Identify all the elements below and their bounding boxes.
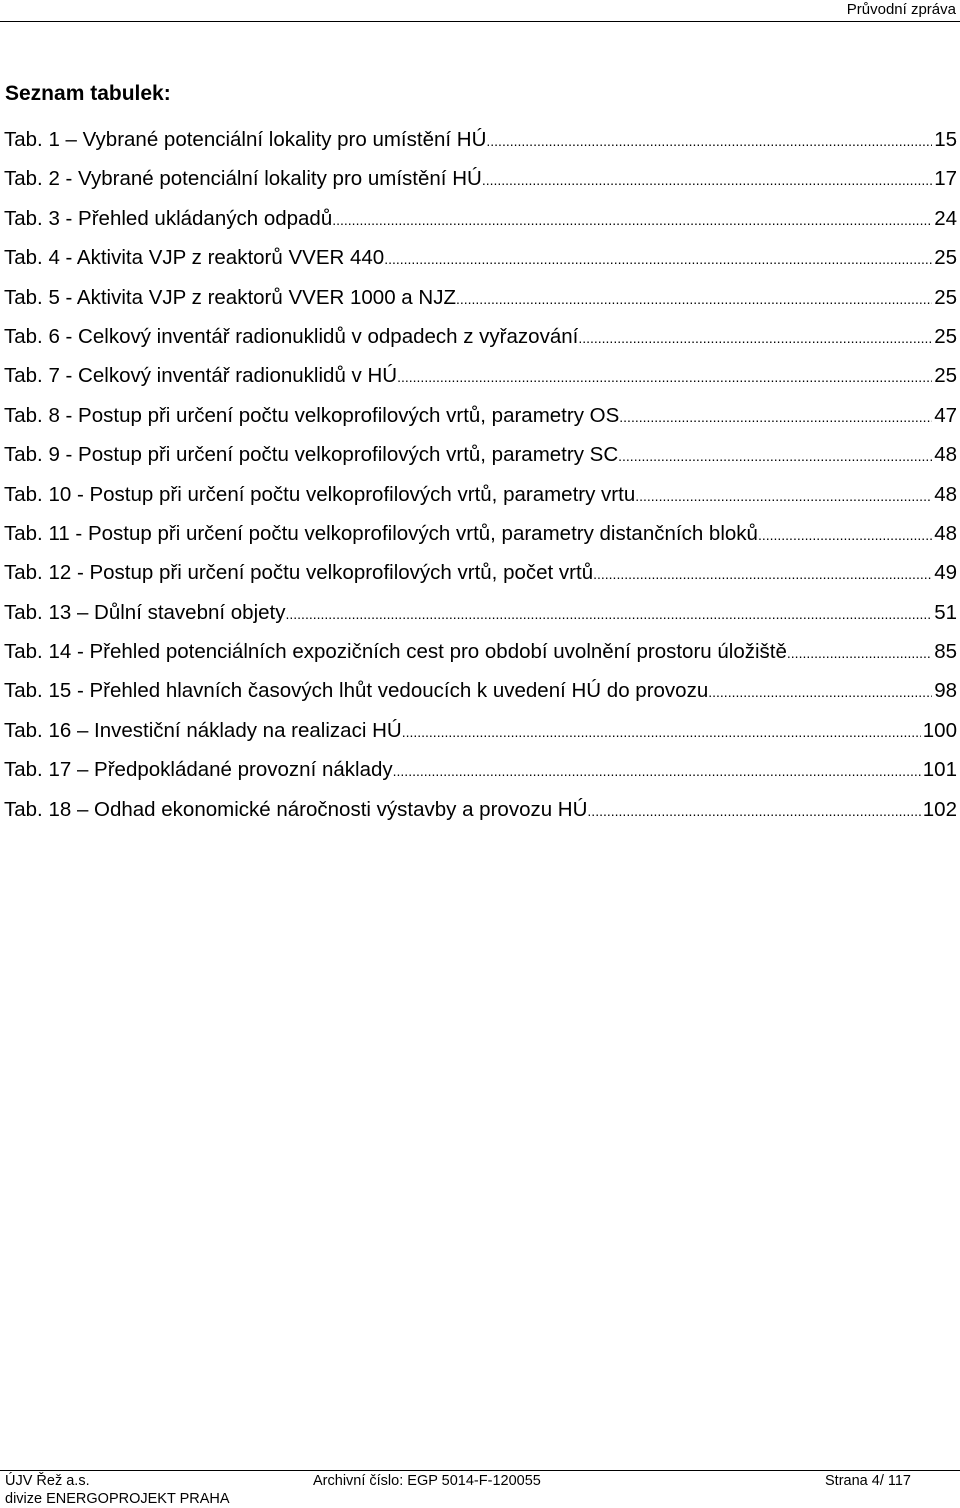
dot-leader [402, 713, 921, 752]
toc-entry-page[interactable]: 47 [934, 403, 957, 427]
footer-archive-number: Archivní číslo: EGP 5014-F-120055 [313, 1473, 541, 1489]
toc-entry-page[interactable]: 102 [922, 797, 957, 821]
toc-entry-page[interactable]: 25 [934, 246, 957, 270]
dot-leader [635, 477, 932, 516]
toc-entry[interactable] [4, 435, 957, 474]
page-header [0, 0, 960, 22]
dot-leader [456, 280, 932, 319]
footer-division: divize ENERGOPROJEKT PRAHA [5, 1491, 230, 1507]
dot-leader [286, 595, 933, 634]
dot-leader [787, 634, 932, 673]
toc-entry[interactable] [4, 750, 957, 789]
dot-leader [618, 437, 932, 476]
toc-entry-label[interactable]: Tab. 11 - Postup při určení počtu velkoprofilových vrtů, parametry distančních bloků [4, 521, 758, 545]
toc-entry-page[interactable]: 98 [934, 679, 957, 703]
toc-entry-label[interactable]: Tab. 2 - Vybrané potenciální lokality pro umístění HÚ [4, 167, 482, 191]
toc-entry-page[interactable]: 48 [934, 443, 957, 467]
toc-entry-label[interactable]: Tab. 3 - Přehled ukládaných odpadů [4, 206, 333, 230]
toc-entry-page[interactable]: 48 [934, 482, 957, 506]
toc-entry[interactable] [4, 475, 957, 514]
footer-page-number: Strana 4/ 117 [825, 1473, 911, 1489]
toc-entry-page[interactable]: 85 [934, 640, 957, 664]
toc-entry-label[interactable]: Tab. 7 - Celkový inventář radionuklidů v HÚ [4, 364, 398, 388]
dot-leader [332, 201, 932, 240]
dot-leader [578, 319, 932, 358]
toc-entry-label[interactable]: Tab. 17 – Předpokládané provozní náklady [4, 758, 393, 782]
toc-entry[interactable] [4, 396, 957, 435]
toc-entry-label[interactable]: Tab. 5 - Aktivita VJP z reaktorů VVER 1000 a NJZ [4, 285, 456, 309]
toc-entry-page[interactable]: 48 [934, 521, 957, 545]
footer-company: ÚJV Řež a.s. [5, 1473, 90, 1489]
toc-entry[interactable] [4, 199, 957, 238]
dot-leader [587, 792, 920, 831]
toc-entry-page[interactable]: 101 [922, 758, 957, 782]
dot-leader [758, 516, 932, 555]
toc-entry-page[interactable]: 25 [934, 285, 957, 309]
toc-entry-label[interactable]: Tab. 9 - Postup při určení počtu velkoprofilových vrtů, parametry SC [4, 443, 619, 467]
toc-entry-label[interactable]: Tab. 10 - Postup při určení počtu velkoprofilových vrtů, parametry vrtu [4, 482, 636, 506]
document-title: Průvodní zpráva [846, 1, 956, 18]
toc-entry-page[interactable]: 15 [934, 128, 957, 151]
dot-leader [393, 752, 921, 791]
toc-entry[interactable] [4, 593, 957, 632]
footer-company-block [5, 1472, 230, 1508]
toc-entry-page[interactable]: 49 [934, 561, 957, 585]
dot-leader [482, 161, 932, 200]
toc-entry-label[interactable]: Tab. 4 - Aktivita VJP z reaktorů VVER 440 [4, 246, 385, 270]
toc-entry[interactable] [4, 632, 957, 671]
dot-leader [397, 358, 932, 397]
toc-entry-label[interactable]: Tab. 15 - Přehled hlavních časových lhůt vedoucích k uvedení HÚ do provozu [4, 679, 709, 703]
toc-entry-label[interactable]: Tab. 16 – Investiční náklady na realizaci HÚ [4, 718, 402, 742]
toc-entry-page[interactable]: 24 [934, 206, 957, 230]
dot-leader [486, 122, 932, 161]
toc-entry[interactable] [4, 238, 957, 277]
table-of-contents [4, 120, 957, 829]
toc-entry[interactable] [4, 278, 957, 317]
toc-entry-label[interactable]: Tab. 14 - Přehled potenciálních expozičních cest pro období uvolnění prostoru úložiště [4, 640, 787, 664]
toc-entry[interactable] [4, 120, 957, 159]
toc-entry-page[interactable]: 51 [934, 600, 957, 624]
toc-entry-page[interactable]: 25 [934, 324, 957, 348]
dot-leader [593, 555, 932, 594]
toc-entry[interactable] [4, 553, 957, 592]
toc-entry[interactable] [4, 317, 957, 356]
toc-entry-label[interactable]: Tab. 13 – Důlní stavební objety [4, 600, 286, 624]
list-of-tables-heading: Seznam tabulek: [5, 82, 171, 105]
toc-entry[interactable] [4, 159, 957, 198]
dot-leader [619, 398, 932, 437]
toc-entry[interactable] [4, 514, 957, 553]
toc-entry[interactable] [4, 711, 957, 750]
toc-entry[interactable] [4, 356, 957, 395]
toc-entry-label[interactable]: Tab. 1 – Vybrané potenciální lokality pro umístění HÚ [4, 128, 487, 151]
toc-entry-page[interactable]: 17 [934, 167, 957, 191]
toc-entry[interactable] [4, 790, 957, 829]
toc-entry-label[interactable]: Tab. 6 - Celkový inventář radionuklidů v odpadech z vyřazování [4, 324, 579, 348]
toc-entry-page[interactable]: 25 [934, 364, 957, 388]
toc-entry[interactable] [4, 671, 957, 710]
toc-entry-label[interactable]: Tab. 18 – Odhad ekonomické náročnosti výstavby a provozu HÚ [4, 797, 588, 821]
page-footer [0, 1470, 960, 1507]
dot-leader [384, 240, 932, 279]
toc-entry-page[interactable]: 100 [922, 718, 957, 742]
dot-leader [708, 673, 932, 712]
toc-entry-label[interactable]: Tab. 12 - Postup při určení počtu velkoprofilových vrtů, počet vrtů [4, 561, 594, 585]
toc-entry-label[interactable]: Tab. 8 - Postup při určení počtu velkoprofilových vrtů, parametry OS [4, 403, 620, 427]
